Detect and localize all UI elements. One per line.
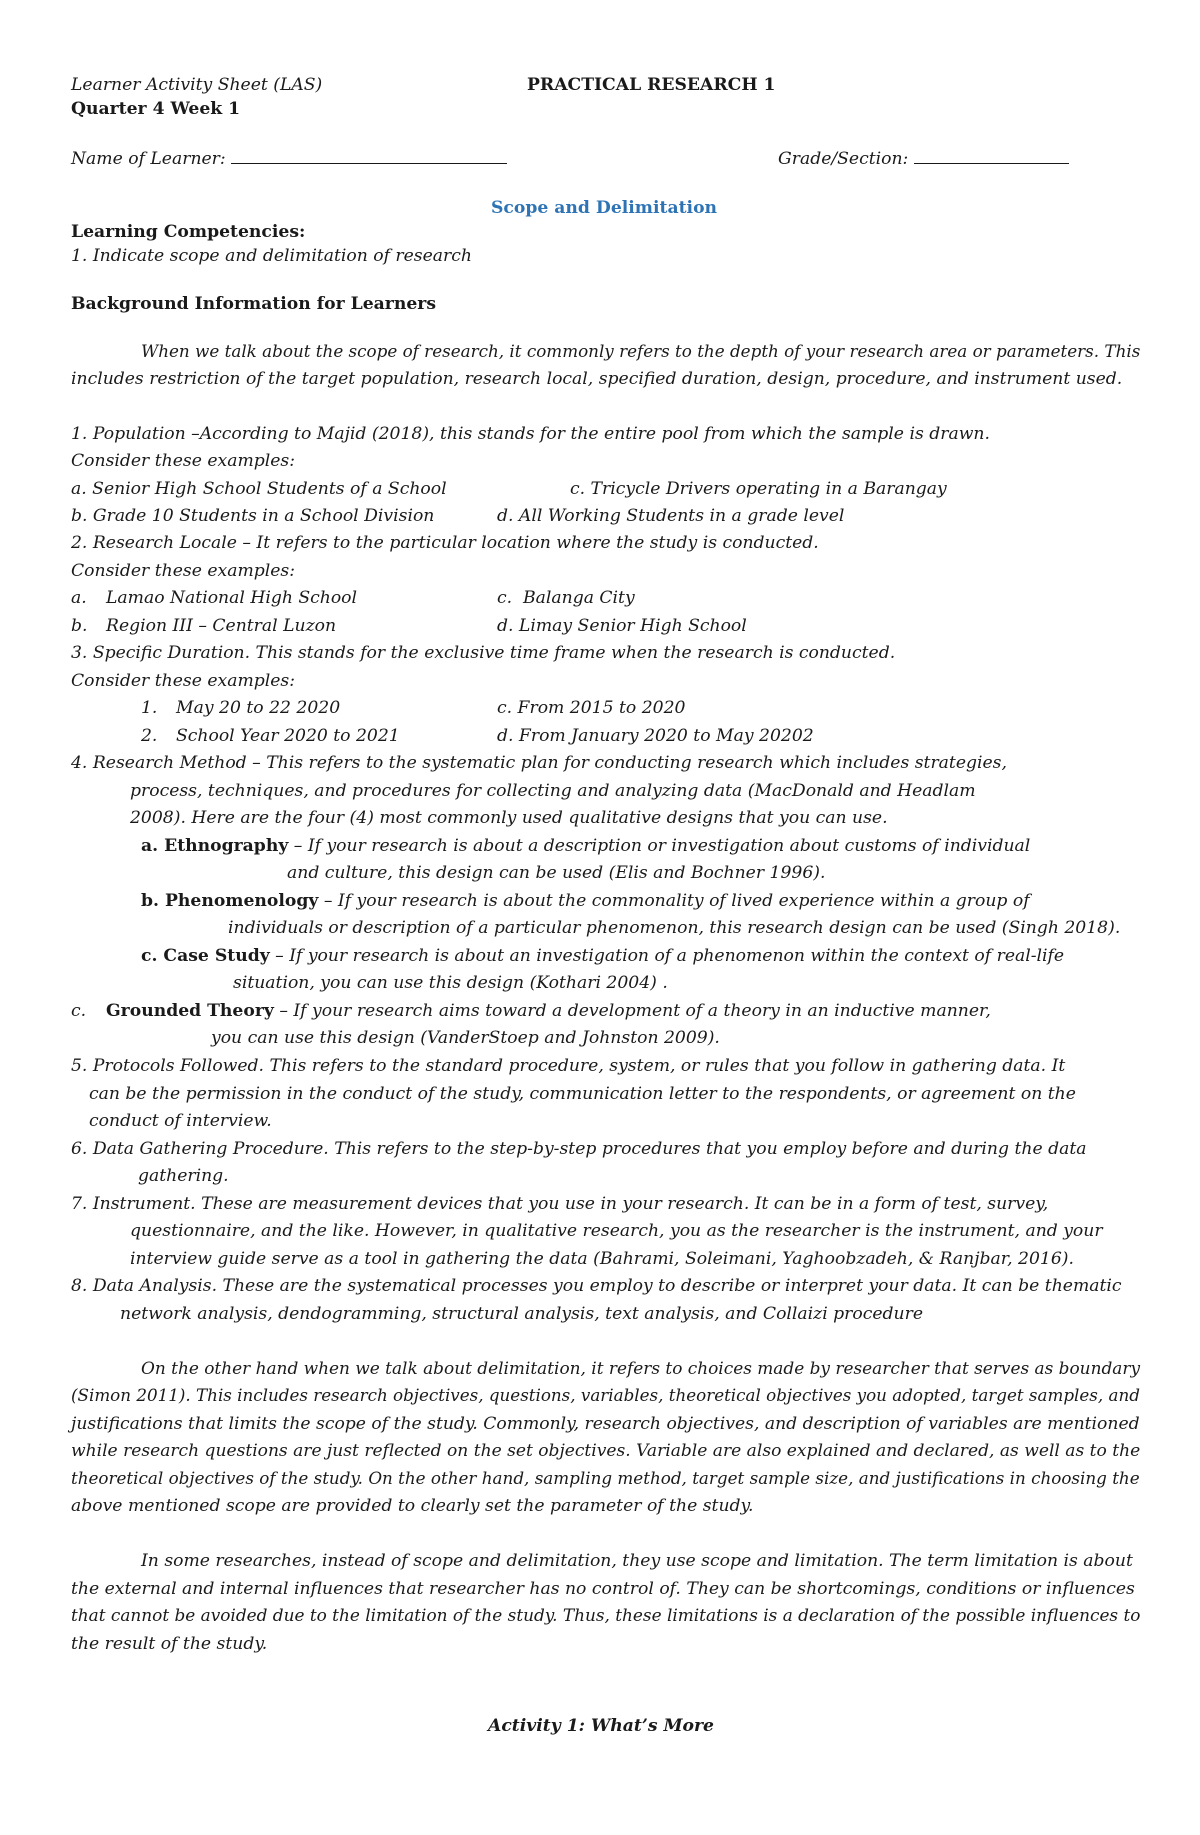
case-study-label: c. Case Study xyxy=(141,946,270,966)
method-heading: 4. Research Method – This refers to the systematic plan for conducting research which includes strategies, xyxy=(71,753,1007,773)
scope-intro-line: includes restriction of the target population, research local, specified duration, design, procedure, and instrument used. xyxy=(71,369,1123,389)
grade-blank[interactable] xyxy=(914,145,1069,164)
population-heading: 1. Population –According to Majid (2018), this stands for the entire pool from which the sample is drawn. xyxy=(71,424,990,444)
competencies-heading: Learning Competencies: xyxy=(71,222,306,242)
page-title: Scope and Delimitation xyxy=(491,198,718,218)
delimitation-line: theoretical objectives of the study. On the other hand, sampling method, target sample size, and justifications in choosing the xyxy=(71,1469,1140,1489)
population-example-b: b. Grade 10 Students in a School Division xyxy=(71,506,435,526)
locale-example-d: d. Limay Senior High School xyxy=(497,616,747,636)
locale-example-c: Balanga City xyxy=(523,588,635,608)
phenomenology-text: – If your research is about the commonality of lived experience within a group of xyxy=(318,891,1030,911)
procedure-heading: 6. Data Gathering Procedure. This refers to the step-by-step procedures that you employ before and during the data xyxy=(71,1139,1087,1159)
limitation-line: that cannot be avoided due to the limitation of the study. Thus, these limitations is a declaration of the possible influences to xyxy=(71,1606,1141,1626)
delimitation-line: (Simon 2011). This includes research objectives, questions, variables, theoretical objectives you adopted, target samples, and xyxy=(71,1386,1140,1406)
grounded-theory-line2: you can use this design (VanderStoep and Johnston 2009). xyxy=(211,1028,720,1048)
duration-heading: 3. Specific Duration. This stands for the exclusive time frame when the research is conducted. xyxy=(71,643,896,663)
ethnography-line2: and culture, this design can be used (Elis and Bochner 1996). xyxy=(287,863,826,883)
phenomenology-label: b. Phenomenology xyxy=(141,891,319,911)
duration-example-c: c. From 2015 to 2020 xyxy=(497,698,686,718)
population-example-c: c. Tricycle Drivers operating in a Barangay xyxy=(570,479,947,499)
phenomenology-item xyxy=(141,889,1030,913)
locale-marker-a: a. xyxy=(71,588,87,608)
delimitation-line: justifications that limits the scope of the study. Commonly, research objectives, and description of variables are mentioned xyxy=(71,1414,1140,1434)
duration-example-2: School Year 2020 to 2021 xyxy=(176,726,400,746)
locale-marker-b: b. xyxy=(71,616,88,636)
limitation-line: the result of the study. xyxy=(71,1634,268,1654)
locale-example-b: Region III – Central Luzon xyxy=(106,616,337,636)
limitation-line: the external and internal influences that researcher has no control of. They can be shortcomings, conditions or influences xyxy=(71,1579,1135,1599)
limitation-line: In some researches, instead of scope and delimitation, they use scope and limitation. The term limitation is about xyxy=(141,1551,1133,1571)
locale-marker-c: c. xyxy=(497,588,513,608)
name-blank[interactable] xyxy=(231,145,507,164)
delimitation-line: above mentioned scope are provided to clearly set the parameter of the study. xyxy=(71,1496,754,1516)
competency-item: 1. Indicate scope and delimitation of research xyxy=(71,246,472,266)
grade-label: Grade/Section: xyxy=(778,149,909,169)
protocols-heading: 5. Protocols Followed. This refers to the standard procedure, system, or rules that you follow in gathering data. It xyxy=(71,1056,1066,1076)
case-study-text: – If your research is about an investigation of a phenomenon within the context of real-life xyxy=(269,946,1065,966)
quarter-week: Quarter 4 Week 1 xyxy=(71,99,241,119)
sheet-label: Learner Activity Sheet (LAS) xyxy=(71,75,323,95)
delimitation-line: while research questions are just reflected on the set objectives. Variable are also explained and declared, as well as to the xyxy=(71,1441,1141,1461)
grounded-theory-text: – If your research aims toward a development of a theory in an inductive manner, xyxy=(273,1001,991,1021)
method-line: 2008). Here are the four (4) most commonly used qualitative designs that you can use. xyxy=(130,808,888,828)
duration-example-d: d. From January 2020 to May 20202 xyxy=(497,726,814,746)
duration-marker-1: 1. xyxy=(141,698,158,718)
protocols-line: can be the permission in the conduct of the study, communication letter to the respondents, or agreement on the xyxy=(89,1084,1076,1104)
delimitation-line: On the other hand when we talk about delimitation, it refers to choices made by researcher that serves as boundary xyxy=(141,1359,1141,1379)
ethnography-label: a. Ethnography xyxy=(141,836,289,856)
procedure-line: gathering. xyxy=(138,1166,229,1186)
name-label: Name of Learner: xyxy=(71,149,226,169)
grounded-marker: c. xyxy=(71,1001,87,1021)
ethnography-text: – If your research is about a description or investigation about customs of individual xyxy=(288,836,1031,856)
analysis-line: network analysis, dendogramming, structural analysis, text analysis, and Collaizi procedure xyxy=(120,1304,923,1324)
grade-field xyxy=(778,145,1069,171)
population-example-d: d. All Working Students in a grade level xyxy=(497,506,845,526)
method-line: process, techniques, and procedures for collecting and analyzing data (MacDonald and Headlam xyxy=(130,781,976,801)
grounded-theory-item xyxy=(106,999,991,1023)
population-example-a: a. Senior High School Students of a School xyxy=(71,479,447,499)
grounded-theory-label: Grounded Theory xyxy=(106,1001,274,1021)
locale-heading: 2. Research Locale – It refers to the particular location where the study is conducted. xyxy=(71,533,819,553)
scope-intro-line: When we talk about the scope of research, it commonly refers to the depth of your research area or parameters. This xyxy=(141,342,1141,362)
locale-consider: Consider these examples: xyxy=(71,561,296,581)
ethnography-item xyxy=(141,834,1030,858)
phenomenology-line2: individuals or description of a particular phenomenon, this research design can be used (Singh 2018). xyxy=(228,918,1121,938)
instrument-line: interview guide serve as a tool in gathering the data (Bahrami, Soleimani, Yaghoobzadeh, & Ranjbar, 2016). xyxy=(130,1249,1074,1269)
duration-example-1: May 20 to 22 2020 xyxy=(176,698,341,718)
name-field xyxy=(71,145,507,171)
background-heading: Background Information for Learners xyxy=(71,294,437,314)
instrument-line: questionnaire, and the like. However, in qualitative research, you as the researcher is the instrument, and your xyxy=(130,1221,1103,1241)
population-consider: Consider these examples: xyxy=(71,451,296,471)
subject-title: PRACTICAL RESEARCH 1 xyxy=(527,75,776,95)
protocols-line: conduct of interview. xyxy=(89,1111,272,1131)
duration-consider: Consider these examples: xyxy=(71,671,296,691)
activity-heading: Activity 1: What’s More xyxy=(488,1716,714,1736)
locale-example-a: Lamao National High School xyxy=(106,588,358,608)
duration-marker-2: 2. xyxy=(141,726,158,746)
instrument-heading: 7. Instrument. These are measurement devices that you use in your research. It can be in a form of test, survey, xyxy=(71,1194,1049,1214)
case-study-item xyxy=(141,944,1064,968)
case-study-line2: situation, you can use this design (Kothari 2004) . xyxy=(233,973,668,993)
analysis-heading: 8. Data Analysis. These are the systematical processes you employ to describe or interpret your data. It can be thematic xyxy=(71,1276,1122,1296)
